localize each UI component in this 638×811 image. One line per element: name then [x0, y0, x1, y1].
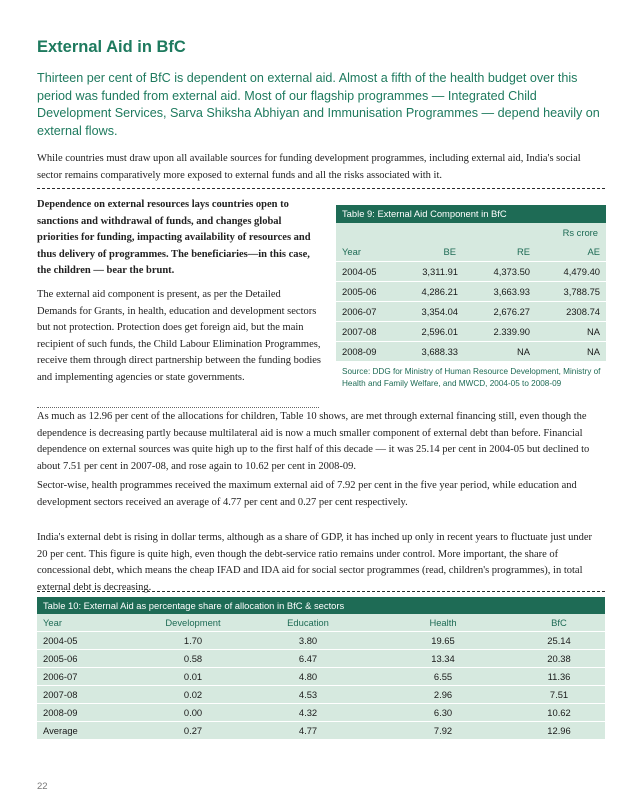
table-row: [336, 342, 606, 362]
table-cell: 7.51: [549, 689, 569, 700]
table-cell: 4.32: [298, 707, 318, 718]
table-9: [336, 205, 606, 390]
dashed-divider: [37, 188, 605, 189]
body-paragraph-1: While countries must draw upon all available sources for funding development programmes, including external aid, India's social sector remains comparatively more exposed to external funds and all the risks associated with it.: [37, 153, 581, 181]
table-cell: 2007-08: [342, 326, 377, 337]
table-cell: 19.65: [431, 635, 455, 646]
table-row: [37, 686, 605, 704]
table-cell: 0.27: [183, 725, 203, 736]
table-cell: 4.80: [298, 671, 318, 682]
dotted-divider: [37, 407, 319, 408]
table-cell: 2005-06: [342, 286, 377, 297]
body-paragraph-2: The external aid component is present, as per the Detailed Demands for Grants, in health, education and development sectors but not protection. Protection does get foreign aid, but the main recipient of such funds, the Child Labour Elimination Programmes, receive them through direct partnership between the funding bodies and implementing agencies or state governments.: [37, 289, 321, 383]
table-cell: 0.00: [183, 707, 203, 718]
table-cell: 2008-09: [342, 346, 377, 357]
table-cell: 13.34: [431, 653, 455, 664]
table-cell: 0.01: [183, 671, 203, 682]
table-cell: 3,688.33: [421, 346, 458, 357]
intro-paragraph: Thirteen per cent of BfC is dependent on external aid. Almost a fifth of the health budget over this period was funded from external aid. Most of our flagship programmes — Integrated Child Development Services, Sarva Shiksha Abhiyan and Immunisation Programmes — depend heavily on external flows.: [37, 71, 600, 138]
table-10-header-cell: Health: [429, 617, 457, 628]
table-cell: 4.77: [298, 725, 318, 736]
table-cell: 4,373.50: [493, 266, 530, 277]
table-10: [37, 597, 605, 740]
table-row: [336, 322, 606, 342]
table-cell: 2.339.90: [493, 326, 530, 337]
table-cell: 2005-06: [43, 653, 78, 664]
table-9-header-cell: RE: [516, 246, 530, 257]
table-cell: 2008-09: [43, 707, 78, 718]
table-cell: 2,596.01: [421, 326, 458, 337]
table-row: [37, 704, 605, 722]
table-cell: 3,788.75: [563, 286, 600, 297]
table-9-source: Source: DDG for Ministry of Human Resource Development, Ministry of Health and Family Welfare, and MWCD, 2004-05 to 2008-09: [342, 367, 601, 388]
table-cell: 2.96: [433, 689, 453, 700]
table-cell: NA: [586, 346, 600, 357]
table-cell: 2004-05: [342, 266, 377, 277]
table-cell: 2308.74: [566, 306, 600, 317]
table-9-header-cell: BE: [443, 246, 456, 257]
table-row: [336, 282, 606, 302]
table-cell: 11.36: [547, 671, 571, 682]
table-cell: Average: [43, 725, 78, 736]
table-cell: 12.96: [547, 725, 571, 736]
table-9-unit: Rs crore: [336, 223, 606, 242]
table-9-caption: Table 9: External Aid Component in BfC: [336, 205, 606, 223]
table-9-header-row: [336, 242, 606, 262]
table-10-header-cell: BfC: [551, 617, 567, 628]
table-row: [336, 302, 606, 322]
dashed-divider: [37, 591, 605, 592]
body-paragraph-5: India's external debt is rising in dollar terms, although as a share of GDP, it has inched up only in recent years to fluctuate just under 20 per cent. This figure is quite high, even though the debt-service ratio remains under control. More important, the share of concessional debt, which means the cheap IFAD and IDA aid for social sector programmes (read, children's programmes), in total external debt is decreasing.: [37, 532, 593, 593]
table-cell: 2004-05: [43, 635, 78, 646]
table-cell: 1.70: [183, 635, 203, 646]
table-cell: 7.92: [433, 725, 453, 736]
body-paragraph-4: Sector-wise, health programmes received the maximum external aid of 7.92 per cent in the five year period, while education and development sectors received an average of 4.77 per cent and 0.27 per cent respectively.: [37, 480, 577, 508]
table-cell: 6.47: [298, 653, 318, 664]
table-cell: 2006-07: [43, 671, 78, 682]
table-cell: 4,479.40: [563, 266, 600, 277]
table-10-header-cell: Year: [43, 617, 62, 628]
body-paragraph-3: As much as 12.96 per cent of the allocations for children, Table 10 shows, are met through external financing still, even though the dependence is decreasing partly because multilateral aid is now a much smaller component of external debt than before. Financial dependence on external sources was quite high up to the first half of this decade — it was 25.14 per cent in 2004-05 but declined to about 7.51 per cent in 2007-08, and rose again to 10.62 per cent in 2008-09.: [37, 411, 590, 472]
table-cell: 6.55: [433, 671, 453, 682]
table-cell: 3,354.04: [421, 306, 458, 317]
table-cell: 2007-08: [43, 689, 78, 700]
table-10-header-cell: Development: [165, 617, 221, 628]
page-number: 22: [37, 781, 48, 792]
table-cell: 0.58: [183, 653, 203, 664]
table-cell: 10.62: [547, 707, 571, 718]
table-cell: 4.53: [298, 689, 318, 700]
table-row: [37, 668, 605, 686]
table-cell: 3,663.93: [493, 286, 530, 297]
table-cell: 2,676.27: [493, 306, 530, 317]
table-cell: 25.14: [547, 635, 571, 646]
table-cell: 2006-07: [342, 306, 377, 317]
table-row: [37, 632, 605, 650]
table-row: [37, 650, 605, 668]
table-10-header-row: [37, 614, 605, 632]
table-cell: NA: [586, 326, 600, 337]
table-10-header-cell: Education: [287, 617, 329, 628]
table-row: [37, 722, 605, 740]
section-heading: External Aid in BfC: [37, 38, 186, 56]
table-cell: 3,311.91: [422, 266, 458, 277]
table-10-caption: Table 10: External Aid as percentage share of allocation in BfC & sectors: [37, 597, 605, 614]
table-cell: 20.38: [547, 653, 571, 664]
table-cell: NA: [516, 346, 530, 357]
table-cell: 6.30: [433, 707, 453, 718]
table-cell: 0.02: [183, 689, 203, 700]
table-9-header-cell: Year: [342, 246, 361, 257]
table-9-header-cell: AE: [587, 246, 600, 257]
table-row: [336, 262, 606, 282]
table-cell: 4,286.21: [421, 286, 458, 297]
table-cell: 3.80: [298, 635, 318, 646]
emphasis-paragraph: Dependence on external resources lays countries open to sanctions and withdrawal of funds, and changes global priorities for funding, impacting availability of resources and thus delivery of programmes. The beneficiaries—in this case, the children — bear the brunt.: [37, 199, 311, 276]
